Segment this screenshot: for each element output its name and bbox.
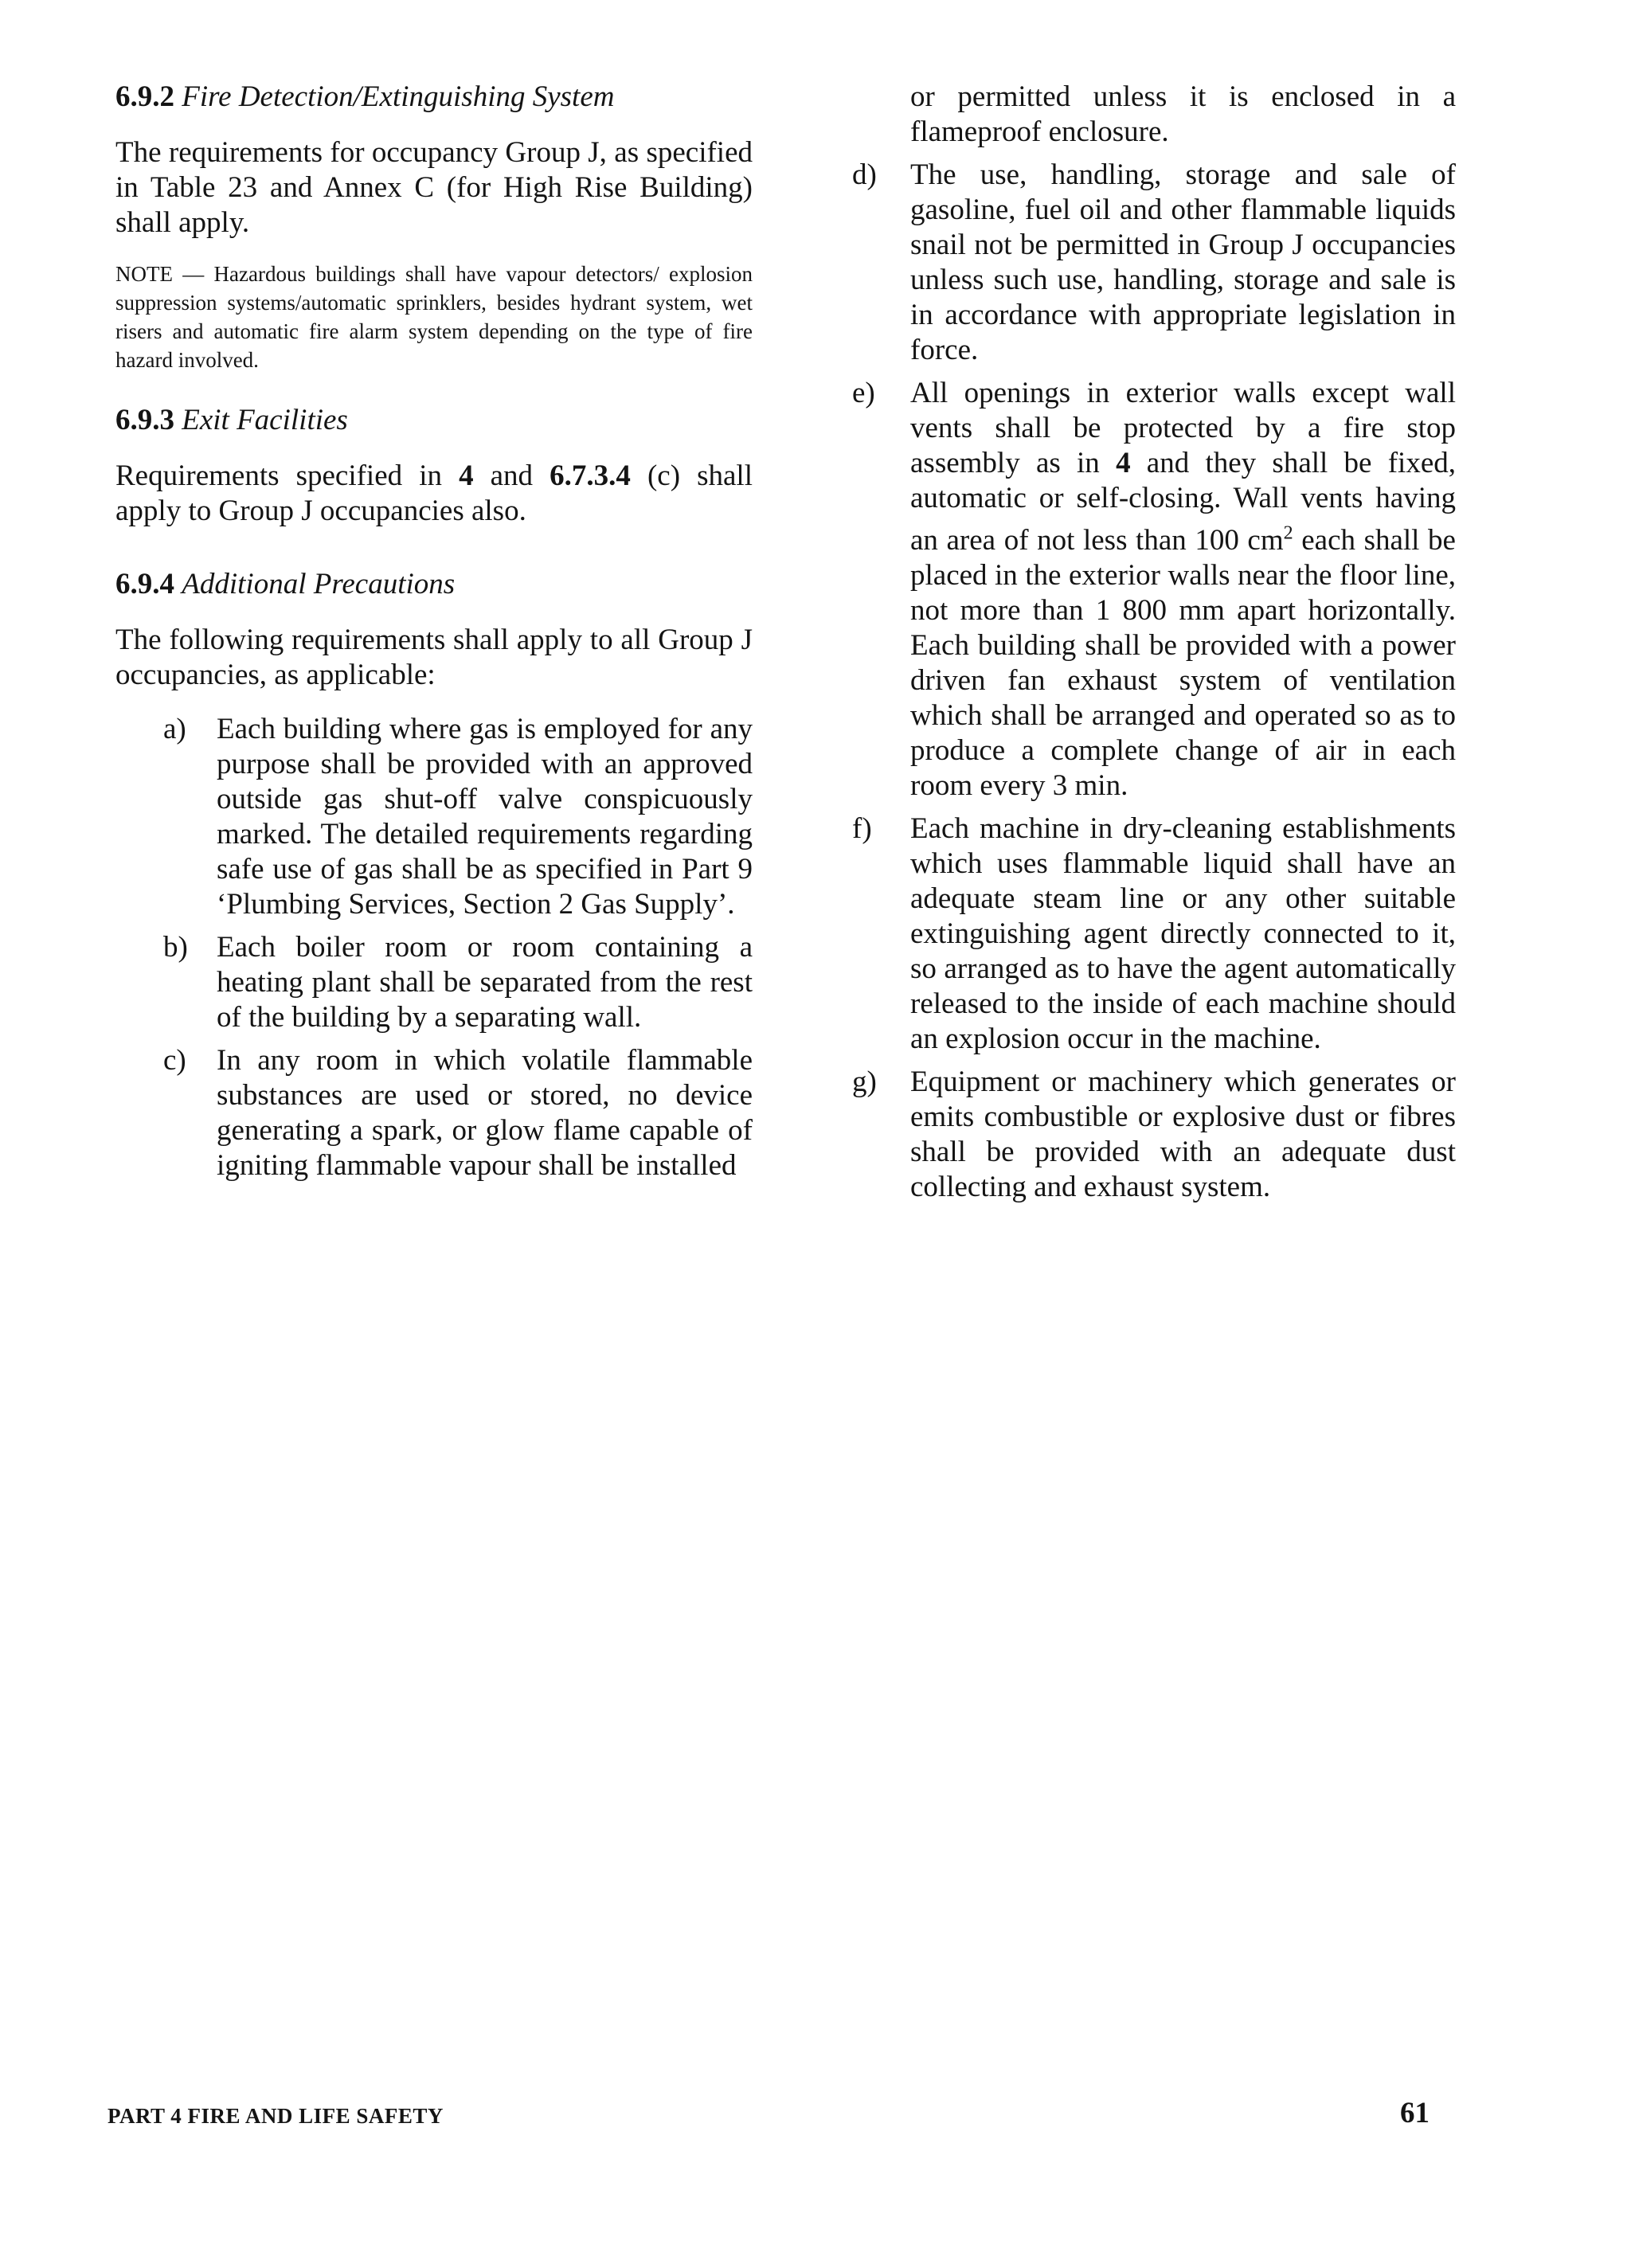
left-column bbox=[115, 80, 753, 1191]
section-title: Fire Detection/Extinguishing System bbox=[182, 80, 615, 113]
list-item-b bbox=[115, 930, 753, 1035]
footer-part-label: PART 4 FIRE AND LIFE SAFETY bbox=[108, 2104, 444, 2128]
section-heading-6-9-2 bbox=[115, 80, 753, 115]
right-column bbox=[852, 80, 1456, 1213]
section-6-9-3-body: Requirements specified in 4 and 6.7.3.4 (c) shall apply to Group J occupancies also. bbox=[115, 459, 753, 527]
list-marker: c) bbox=[163, 1044, 186, 1077]
list-item-text: Equipment or machinery which generates or emits combustible or explosive dust or fibres shall be provided with an adequate dust collecting and exhaust system. bbox=[910, 1066, 1456, 1204]
list-item-c-continuation: or permitted unless it is enclosed in a flameproof enclosure. bbox=[910, 80, 1456, 148]
section-number: 6.9.3 bbox=[115, 404, 174, 436]
list-item-text: In any room in which volatile flammable substances are used or stored, no device generating a spark, or glow flame capable of igniting flammable vapour shall be installed bbox=[217, 1044, 753, 1182]
section-6-9-2-body: The requirements for occupancy Group J, as specified in Table 23 and Annex C (for High Rise Building) shall apply. bbox=[115, 136, 753, 239]
list-marker: e) bbox=[852, 377, 875, 409]
clause-reference: 4 bbox=[1116, 447, 1131, 479]
list-marker: b) bbox=[163, 931, 188, 964]
list-item-text: Each boiler room or room containing a heating plant shall be separated from the rest of the building by a separating wall. bbox=[217, 931, 753, 1034]
list-item-text: All openings in exterior walls except wall vents shall be protected by a fire stop assembly as in 4 and they shall be fixed, automatic or self-closing. Wall vents having an area of not less than 100 $cm^2$ each shall be placed in the exterior walls near the floor line, not more than 1 800 mm apart horizontally. Each building shall be provided with a power driven fan exhaust system of ventilation which shall be arranged and operated so as to produce a complete change of air in each room every 3 min. bbox=[910, 377, 1457, 803]
list-marker: d) bbox=[852, 158, 877, 191]
clause-reference: 4 bbox=[459, 459, 474, 492]
list-item-d bbox=[852, 158, 1456, 368]
section-heading-6-9-3 bbox=[115, 403, 753, 438]
precautions-list-right bbox=[852, 158, 1456, 1205]
list-item-a bbox=[115, 712, 753, 922]
section-title: Additional Precautions bbox=[182, 568, 456, 600]
page-number: 61 bbox=[1400, 2097, 1430, 2129]
section-title: Exit Facilities bbox=[182, 404, 348, 436]
list-item-text: Each machine in dry-cleaning establishments which uses flammable liquid shall have an adequate steam line or any other suitable extinguishing agent directly connected to it, so arranged as to have the agent automatically released to the inside of each machine should an explosion occur in the machine. bbox=[910, 812, 1456, 1056]
list-item-text: The use, handling, storage and sale of gasoline, fuel oil and other flammable liquids snail not be permitted in Group J occupancies unless such use, handling, storage and sale is in accordance with appropriate legislation in force. bbox=[910, 158, 1456, 366]
list-item-e bbox=[852, 376, 1456, 804]
section-number: 6.9.4 bbox=[115, 568, 174, 600]
superscript: 2 bbox=[1283, 523, 1293, 544]
precautions-list-left bbox=[115, 712, 753, 1183]
list-marker: a) bbox=[163, 713, 186, 745]
list-item-g bbox=[852, 1065, 1456, 1205]
section-6-9-4-intro: The following requirements shall apply to all Group J occupancies, as applicable: bbox=[115, 624, 753, 691]
list-item-text: Each building where gas is employed for any purpose shall be provided with an approved outside gas shut-off valve conspicuously marked. The detailed requirements regarding safe use of gas shall be as specified in Part 9 ‘Plumbing Services, Section 2 Gas Supply’. bbox=[217, 713, 753, 921]
list-marker: f) bbox=[852, 812, 872, 846]
clause-reference: 6.7.3.4 bbox=[550, 459, 631, 492]
list-item-f bbox=[852, 811, 1456, 1057]
section-number: 6.9.2 bbox=[115, 80, 174, 113]
section-heading-6-9-4 bbox=[115, 567, 753, 602]
list-item-c bbox=[115, 1043, 753, 1183]
note-paragraph: NOTE — Hazardous buildings shall have vapour detectors/ explosion suppression systems/automatic sprinklers, besides hydrant system, wet risers and automatic fire alarm system depending on the type of fire hazard involved. bbox=[115, 262, 753, 372]
list-marker: g) bbox=[852, 1066, 877, 1099]
